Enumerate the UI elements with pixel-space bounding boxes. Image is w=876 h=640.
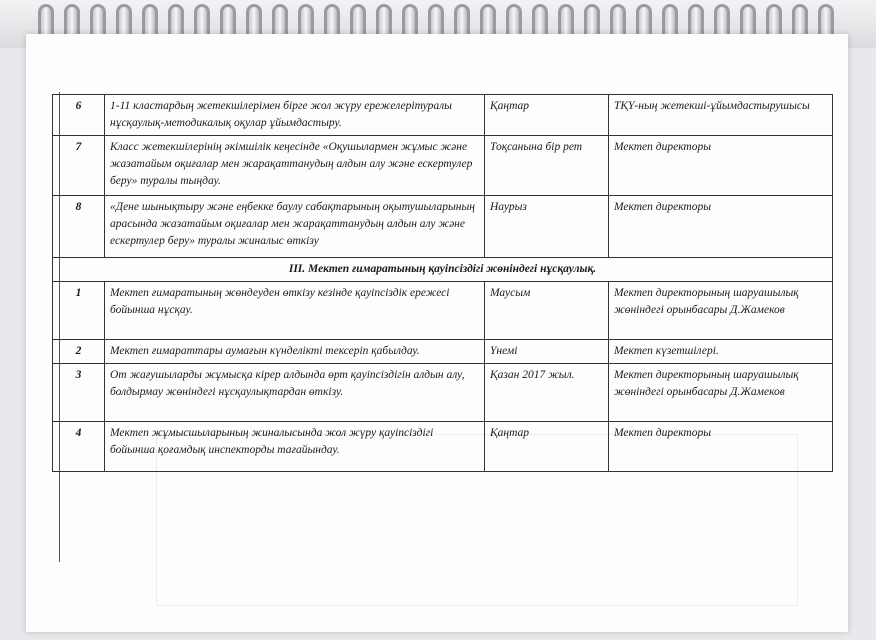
- table-row: [53, 422, 833, 472]
- responsible-cell: ТҚҮ-ның жетекші-ұйымдастырушысы: [609, 95, 833, 136]
- date-cell: Қаңтар: [485, 95, 609, 136]
- document-page: [26, 34, 848, 632]
- table-row: [53, 196, 833, 258]
- responsible-cell: Мектеп директорының шаруашылық жөніндегі орынбасары Д.Жамеков: [609, 282, 833, 340]
- activity-cell: Мектеп ғимаратының жөндеуден өткізу кезінде қауіпсіздік ережесі бойынша нұсқау.: [105, 282, 485, 340]
- row-number: 2: [53, 340, 105, 364]
- table-row: [53, 136, 833, 196]
- activity-cell: Класс жетекшілерінің әкімшілік кеңесінде «Оқушылармен жұмыс және жазатайым оқиғалар мен жарақаттанудың алдын алу және ескертулер беру» туралы тыңдау.: [105, 136, 485, 196]
- table-row: [53, 340, 833, 364]
- responsible-cell: Мектеп директоры: [609, 136, 833, 196]
- row-number: 4: [53, 422, 105, 472]
- row-number: 7: [53, 136, 105, 196]
- activity-cell: 1-11 кластардың жетекшілерімен бірге жол жүру ережелерітуралы нұсқаулық-методикалық оқулар ұйымдастыру.: [105, 95, 485, 136]
- date-cell: Наурыз: [485, 196, 609, 258]
- safety-plan-table: [52, 94, 833, 472]
- row-number: 8: [53, 196, 105, 258]
- responsible-cell: Мектеп директоры: [609, 196, 833, 258]
- row-number: 6: [53, 95, 105, 136]
- date-cell: Қаңтар: [485, 422, 609, 472]
- date-cell: Маусым: [485, 282, 609, 340]
- activity-cell: «Дене шынықтыру және еңбекке баулу сабақтарының оқытушыларының арасында жазатайым оқиғалар мен жарақаттанудың алдын алу және ескертулер беру» туралы жиналыс өткізу: [105, 196, 485, 258]
- table-row: [53, 364, 833, 422]
- section-title: III. Мектеп ғимаратының қауіпсіздігі жөніндегі нұсқаулық.: [53, 258, 833, 282]
- responsible-cell: Мектеп директорының шаруашылық жөніндегі орынбасары Д.Жамеков: [609, 364, 833, 422]
- activity-cell: От жағушыларды жұмысқа кірер алдында өрт қауіпсіздігін алдын алу, болдырмау жөніндегі нұсқаулықтардан өткізу.: [105, 364, 485, 422]
- row-number: 3: [53, 364, 105, 422]
- section-row: [53, 258, 833, 282]
- date-cell: Қазан 2017 жыл.: [485, 364, 609, 422]
- row-number: 1: [53, 282, 105, 340]
- table-row: [53, 95, 833, 136]
- date-cell: Тоқсанына бір рет: [485, 136, 609, 196]
- activity-cell: Мектеп ғимараттары аумағын күнделікті тексеріп қабылдау.: [105, 340, 485, 364]
- responsible-cell: Мектеп күзетшілері.: [609, 340, 833, 364]
- responsible-cell: Мектеп директоры: [609, 422, 833, 472]
- activity-cell: Мектеп жұмысшыларының жиналысында жол жүру қауіпсіздігі бойынша қоғамдық инспекторды тағайындау.: [105, 422, 485, 472]
- table-row: [53, 282, 833, 340]
- date-cell: Үнемі: [485, 340, 609, 364]
